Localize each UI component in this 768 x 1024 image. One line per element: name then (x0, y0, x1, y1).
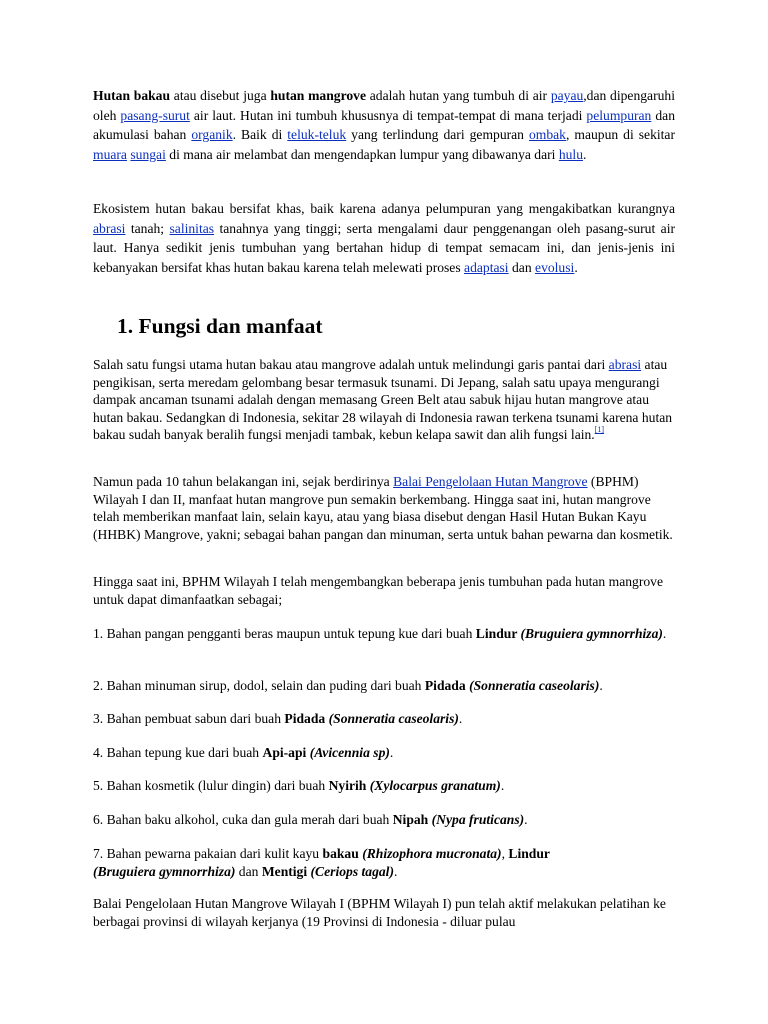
plant-name: Lindur (508, 846, 550, 861)
species-name: (Sonneratia caseolaris) (469, 678, 600, 693)
text-run: . (599, 678, 603, 693)
text-run: Namun pada 10 tahun belakangan ini, sejak berdirinya (93, 474, 394, 489)
species-name: (Ceriops tagal) (310, 863, 394, 879)
list-item (93, 710, 675, 728)
species-name: (Bruguiera gymnorrhiza) (520, 626, 663, 641)
text-run: tanahnya yang tinggi; serta mengalami daur penggenangan oleh pasang-surut air laut. Hanya sedikit jenis tumbuhan yang bertahan hidup di tempat semacam ini, dan jenis-jenis ini kebanyakan bersifat khas hutan bakau karena telah melewati proses (93, 220, 675, 275)
list-item (93, 845, 675, 880)
term-hutan-bakau: Hutan bakau (93, 88, 171, 103)
text-run: dan (235, 863, 262, 879)
plant-name: Api-api (262, 745, 310, 760)
link-organik[interactable]: organik (191, 127, 233, 143)
text-run: . (500, 778, 505, 793)
link-balai-pengelolaan[interactable]: Balai Pengelolaan Hutan Mangrove (393, 474, 588, 489)
plant-name: Lindur (475, 626, 521, 641)
development-paragraph: Hingga saat ini, BPHM Wilayah I telah mengembangkan beberapa jenis tumbuhan pada hutan mangrove untuk dapat dimanfaatkan sebagai; (93, 574, 663, 607)
text-run: atau pengikisan, serta meredam gelombang besar termasuk tsunami. Di Jepang, salah satu upaya mengurangi dampak ancaman tsunami adalah dengan memasang Green Belt atau sabuk hijau hutan mangrove atau hutan bakau. Sedangkan di Indonesia, sekitar 28 wilayah di Indonesia rawan terkena tsunami karena hutan bakau sudah banyak beralih fungsi menjadi tambak, kebun kelapa sawit dan alih fungsi lain. (93, 357, 673, 442)
term-hutan-mangrove: hutan mangrove (270, 88, 367, 103)
link-sungai[interactable]: sungai (130, 146, 166, 162)
plant-name: Pidada (424, 678, 470, 693)
text-run: atau disebut juga (170, 88, 271, 103)
section-heading: 1. Fungsi dan manfaat (117, 314, 323, 338)
text-run: yang terlindung dari gempuran (346, 127, 529, 143)
plant-name: bakau (322, 846, 363, 861)
link-abrasi-2[interactable]: abrasi (608, 357, 642, 372)
list-item (93, 811, 675, 829)
text-run: 1. Bahan pangan pengganti beras maupun untuk tepung kue dari buah (93, 626, 476, 641)
plant-name: Nipah (392, 812, 432, 827)
text-run: . (574, 259, 578, 275)
text-run: air laut. Hutan ini tumbuh khususnya di tempat-tempat di mana terjadi (189, 107, 587, 123)
link-muara[interactable]: muara (93, 146, 127, 162)
training-paragraph: Balai Pengelolaan Hutan Mangrove Wilayah I (BPHM Wilayah I) pun telah aktif melakukan pelatihan ke berbagai provinsi di wilayah kerjanya (19 Provinsi di Indonesia - diluar pulau (93, 896, 666, 929)
reference-link[interactable]: [1] (594, 425, 605, 434)
link-pelumpuran[interactable]: pelumpuran (586, 107, 652, 123)
link-hulu[interactable]: hulu (558, 146, 583, 162)
intro-paragraph (93, 86, 675, 164)
text-run: 4. Bahan tepung kue dari buah (93, 745, 263, 760)
text-run: Salah satu fungsi utama hutan bakau atau mangrove adalah untuk melindungi garis pantai dari (93, 357, 609, 372)
link-abrasi[interactable]: abrasi (93, 220, 126, 236)
text-run: ,dan dipengaruhi oleh (93, 88, 675, 123)
link-salinitas[interactable]: salinitas (169, 220, 215, 236)
species-name: (Sonneratia caseolaris) (328, 711, 459, 726)
list-item (93, 677, 675, 695)
text-run: . (389, 745, 394, 760)
text-run: dan (508, 259, 536, 275)
text-run: . (662, 626, 667, 641)
list-item (93, 625, 675, 643)
text-run: , (501, 846, 509, 861)
text-run: , maupun di sekitar (565, 127, 675, 143)
species-name: (Xylocarpus granatum) (369, 778, 501, 793)
list-item (93, 744, 675, 762)
text-run: . (583, 146, 587, 162)
link-payau[interactable]: payau (550, 88, 584, 103)
ecosystem-paragraph (93, 199, 675, 277)
link-pasang-surut[interactable]: pasang-surut (120, 107, 190, 123)
bphm-paragraph (93, 473, 675, 543)
text-run: Ekosistem hutan bakau bersifat khas, baik karena adanya pelumpuran yang mengakibatkan kurangnya (93, 201, 675, 216)
text-run: . Baik di (232, 127, 288, 143)
plant-name: Pidada (284, 711, 329, 726)
species-name: (Bruguiera gymnorrhiza) (93, 863, 236, 879)
text-run: . (458, 711, 463, 726)
text-run: 3. Bahan pembuat sabun dari buah (93, 711, 285, 726)
link-evolusi[interactable]: evolusi (535, 259, 575, 275)
text-run: (BPHM) Wilayah I dan II, manfaat hutan mangrove pun semakin berkembang. Hingga saat ini, hutan mangrove telah memberikan manfaat lain, selain kayu, atau yang biasa disebut dengan Hasil Hutan Bukan Kayu (HHBK) Mangrove, yakni; sebagai bahan pangan dan minuman, serta untuk bahan pewarna dan kosmetik. (93, 474, 673, 542)
text-run: adalah hutan yang tumbuh di air (366, 88, 551, 103)
link-adaptasi[interactable]: adaptasi (464, 259, 509, 275)
text-run: tanah; (125, 220, 170, 236)
text-run: dan akumulasi bahan (93, 107, 675, 143)
link-ombak[interactable]: ombak (528, 127, 566, 143)
text-run: 2. Bahan minuman sirup, dodol, selain dan puding dari buah (93, 678, 425, 693)
list-item (93, 777, 675, 795)
text-run: 5. Bahan kosmetik (lulur dingin) dari buah (93, 778, 329, 793)
text-run: 6. Bahan baku alkohol, cuka dan gula merah dari buah (93, 812, 393, 827)
function-paragraph (93, 356, 675, 444)
text-run: di mana air melambat dan mengendapkan lumpur yang dibawanya dari (165, 146, 559, 162)
species-name: (Rhizophora mucronata) (362, 846, 502, 861)
species-name: (Avicennia sp) (309, 745, 390, 760)
text-run: . (393, 863, 398, 879)
species-name: (Nypa fruticans) (431, 812, 525, 827)
link-teluk-teluk[interactable]: teluk-teluk (287, 127, 347, 143)
text-run: . (524, 812, 528, 827)
text-run: 7. Bahan pewarna pakaian dari kulit kayu (93, 846, 323, 861)
plant-name: Mentigi (261, 863, 311, 879)
plant-name: Nyirih (328, 778, 370, 793)
